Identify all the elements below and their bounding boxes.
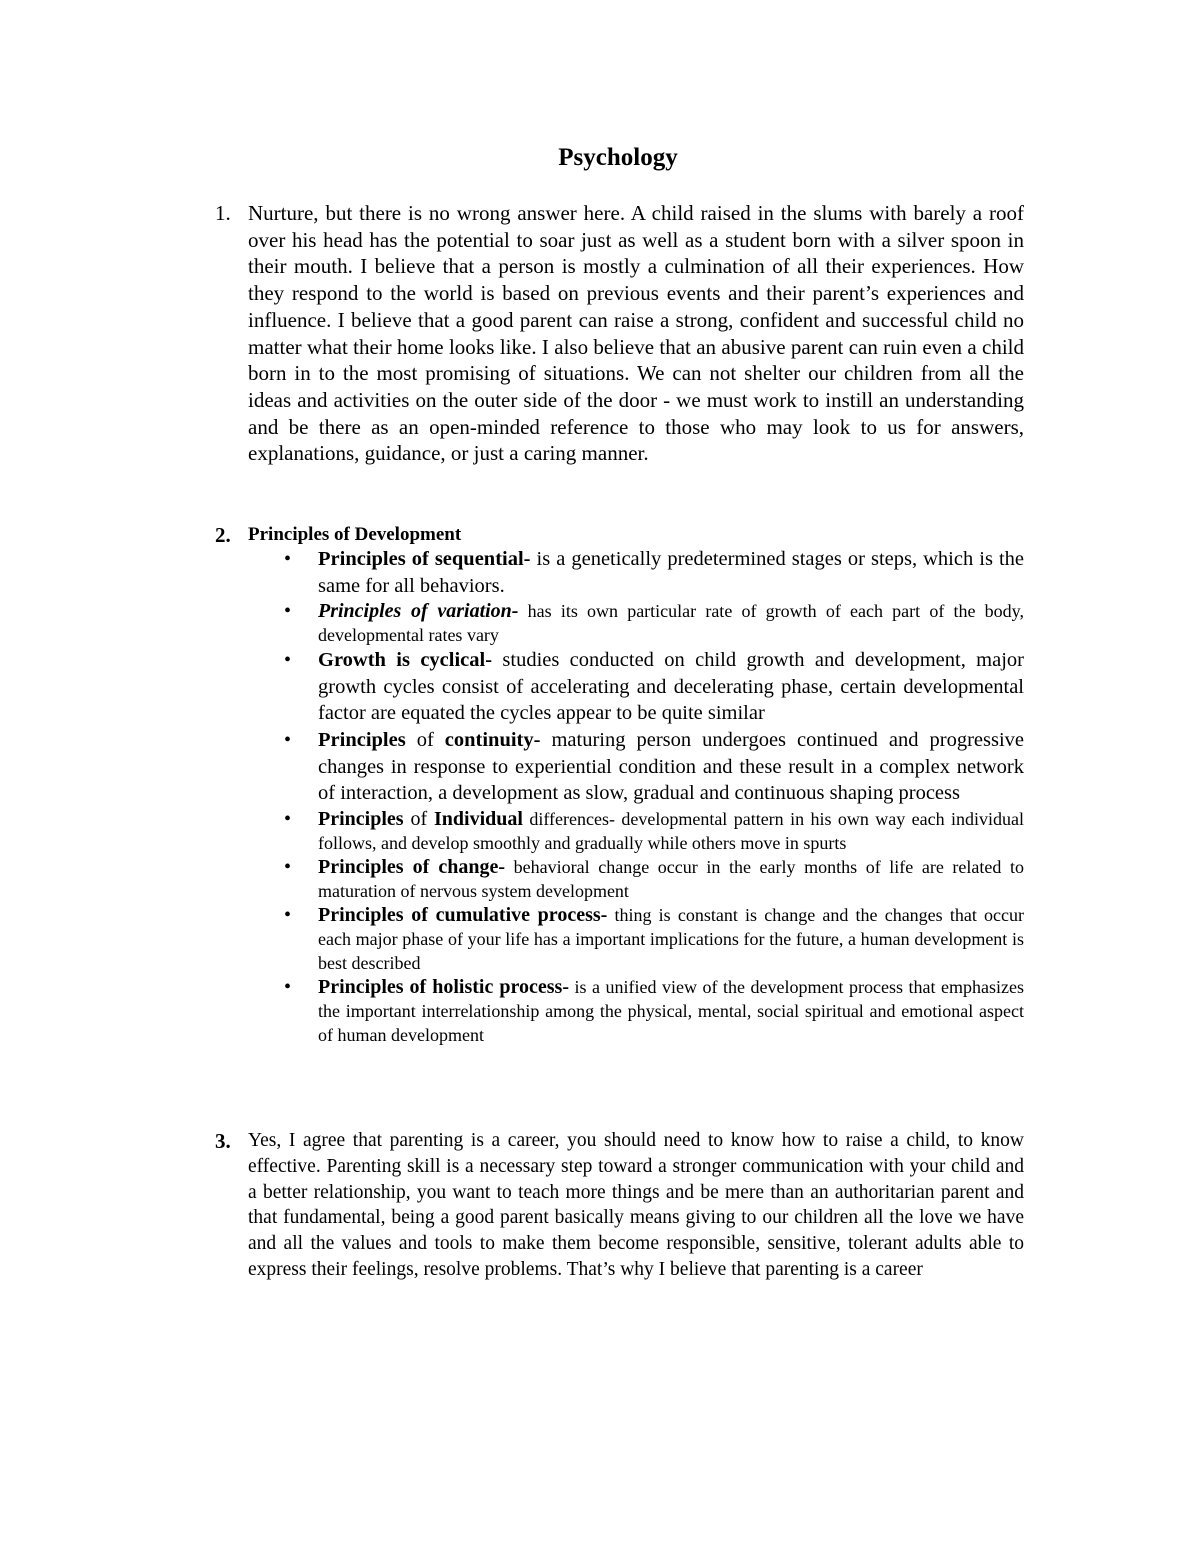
principle-text: is a genetically predetermined stages or steps, which is the same for all behaviors.: [318, 548, 1025, 597]
item-2-heading: Principles of Development: [248, 524, 462, 545]
bullet-icon: •: [284, 975, 292, 998]
bullet-icon: •: [284, 807, 292, 830]
principle-text: maturing person undergoes continued and progressive changes in response to experiential condition and these result in a complex network of interaction, a development as slow, gradual and continuous shaping process: [318, 728, 1024, 805]
list-item: [284, 855, 1024, 903]
principle-term: Principles: [318, 728, 406, 751]
list-item: [284, 807, 1024, 855]
principles-list: [284, 546, 1025, 1047]
bullet-icon: •: [284, 600, 292, 623]
bullet-icon: •: [284, 855, 292, 878]
list-item: [284, 727, 1024, 807]
principle-connector: of: [403, 807, 434, 830]
item-2-number: 2.: [215, 523, 231, 547]
principle-text: differences- developmental pattern in his own way each individual follows, and develop smoothly and gradually while others move in spurts: [318, 808, 1024, 853]
principle-term: Principles of sequential-: [318, 548, 531, 570]
principle-connector: of: [405, 728, 445, 751]
principle-text: studies conducted on child growth and development, major growth cycles consist of accelerating and decelerating phase, certain developmental factor are equated the cycles appear to be quite similar: [318, 649, 1025, 725]
principle-text: has its own particular rate of growth of each part of the body, developmental rates vary: [318, 601, 1024, 646]
principle-text: thing is constant is change and the changes that occur each major phase of your life has a important implications for the future, a human development is best described: [318, 904, 1024, 973]
principle-term: Principles: [318, 807, 404, 830]
principle-term: Principles of variation-: [318, 600, 519, 623]
principle-term: Individual: [434, 807, 523, 830]
principle-term: Principles of change-: [318, 855, 506, 878]
item-1-number: 1.: [215, 201, 231, 225]
item-1-paragraph: Nurture, but there is no wrong answer here. A child raised in the slums with barely a roof over his head has the potential to soar just as well as a student born with a silver spoon in their mouth. I believe that a person is mostly a culmination of all their experiences. How they respond to the world is based on previous events and their parent’s experiences and influence. I believe that a good parent can raise a strong, confident and successful child no matter what their home looks like. I also believe that an abusive parent can ruin even a child born in to the most promising of situations. We can not shelter our children from all the ideas and activities on the outer side of the door - we must work to instill an understanding and be there as an open-minded reference to those who may look to us for answers, explanations, guidance, or just a caring manner.: [248, 201, 1024, 466]
list-item: [284, 903, 1024, 975]
list-item: [284, 599, 1024, 647]
principle-term: Growth is cyclical-: [318, 649, 493, 672]
item-3-number: 3.: [215, 1129, 231, 1153]
item-3-paragraph: Yes, I agree that parenting is a career, you should need to know how to raise a child, to know effective. Parenting skill is a necessary step toward a stronger communication with your child and a better relationship, you want to teach more things and be mere than an authoritarian parent and that fundamental, being a good parent basically means giving to our children all the love we have and all the values and tools to make them become responsible, sensitive, tolerant adults able to express their feelings, resolve problems. That’s why I believe that parenting is a career: [248, 1130, 1024, 1280]
list-item: [284, 975, 1024, 1047]
principle-text: behavioral change occur in the early months of life are related to maturation of nervous system development: [318, 856, 1024, 901]
bullet-icon: •: [284, 903, 292, 926]
principle-text: is a unified view of the development process that emphasizes the important interrelationship among the physical, mental, social spiritual and emotional aspect of human development: [318, 976, 1024, 1045]
list-item: [284, 546, 1025, 599]
list-item: [284, 647, 1025, 727]
page-title: Psychology: [558, 144, 678, 171]
principle-term: Principles of holistic process-: [318, 975, 569, 998]
principle-term: Principles of cumulative process-: [318, 903, 608, 926]
bullet-icon: •: [284, 728, 292, 751]
bullet-icon: •: [284, 548, 292, 570]
principle-term: continuity-: [444, 728, 541, 751]
bullet-icon: •: [284, 649, 292, 672]
